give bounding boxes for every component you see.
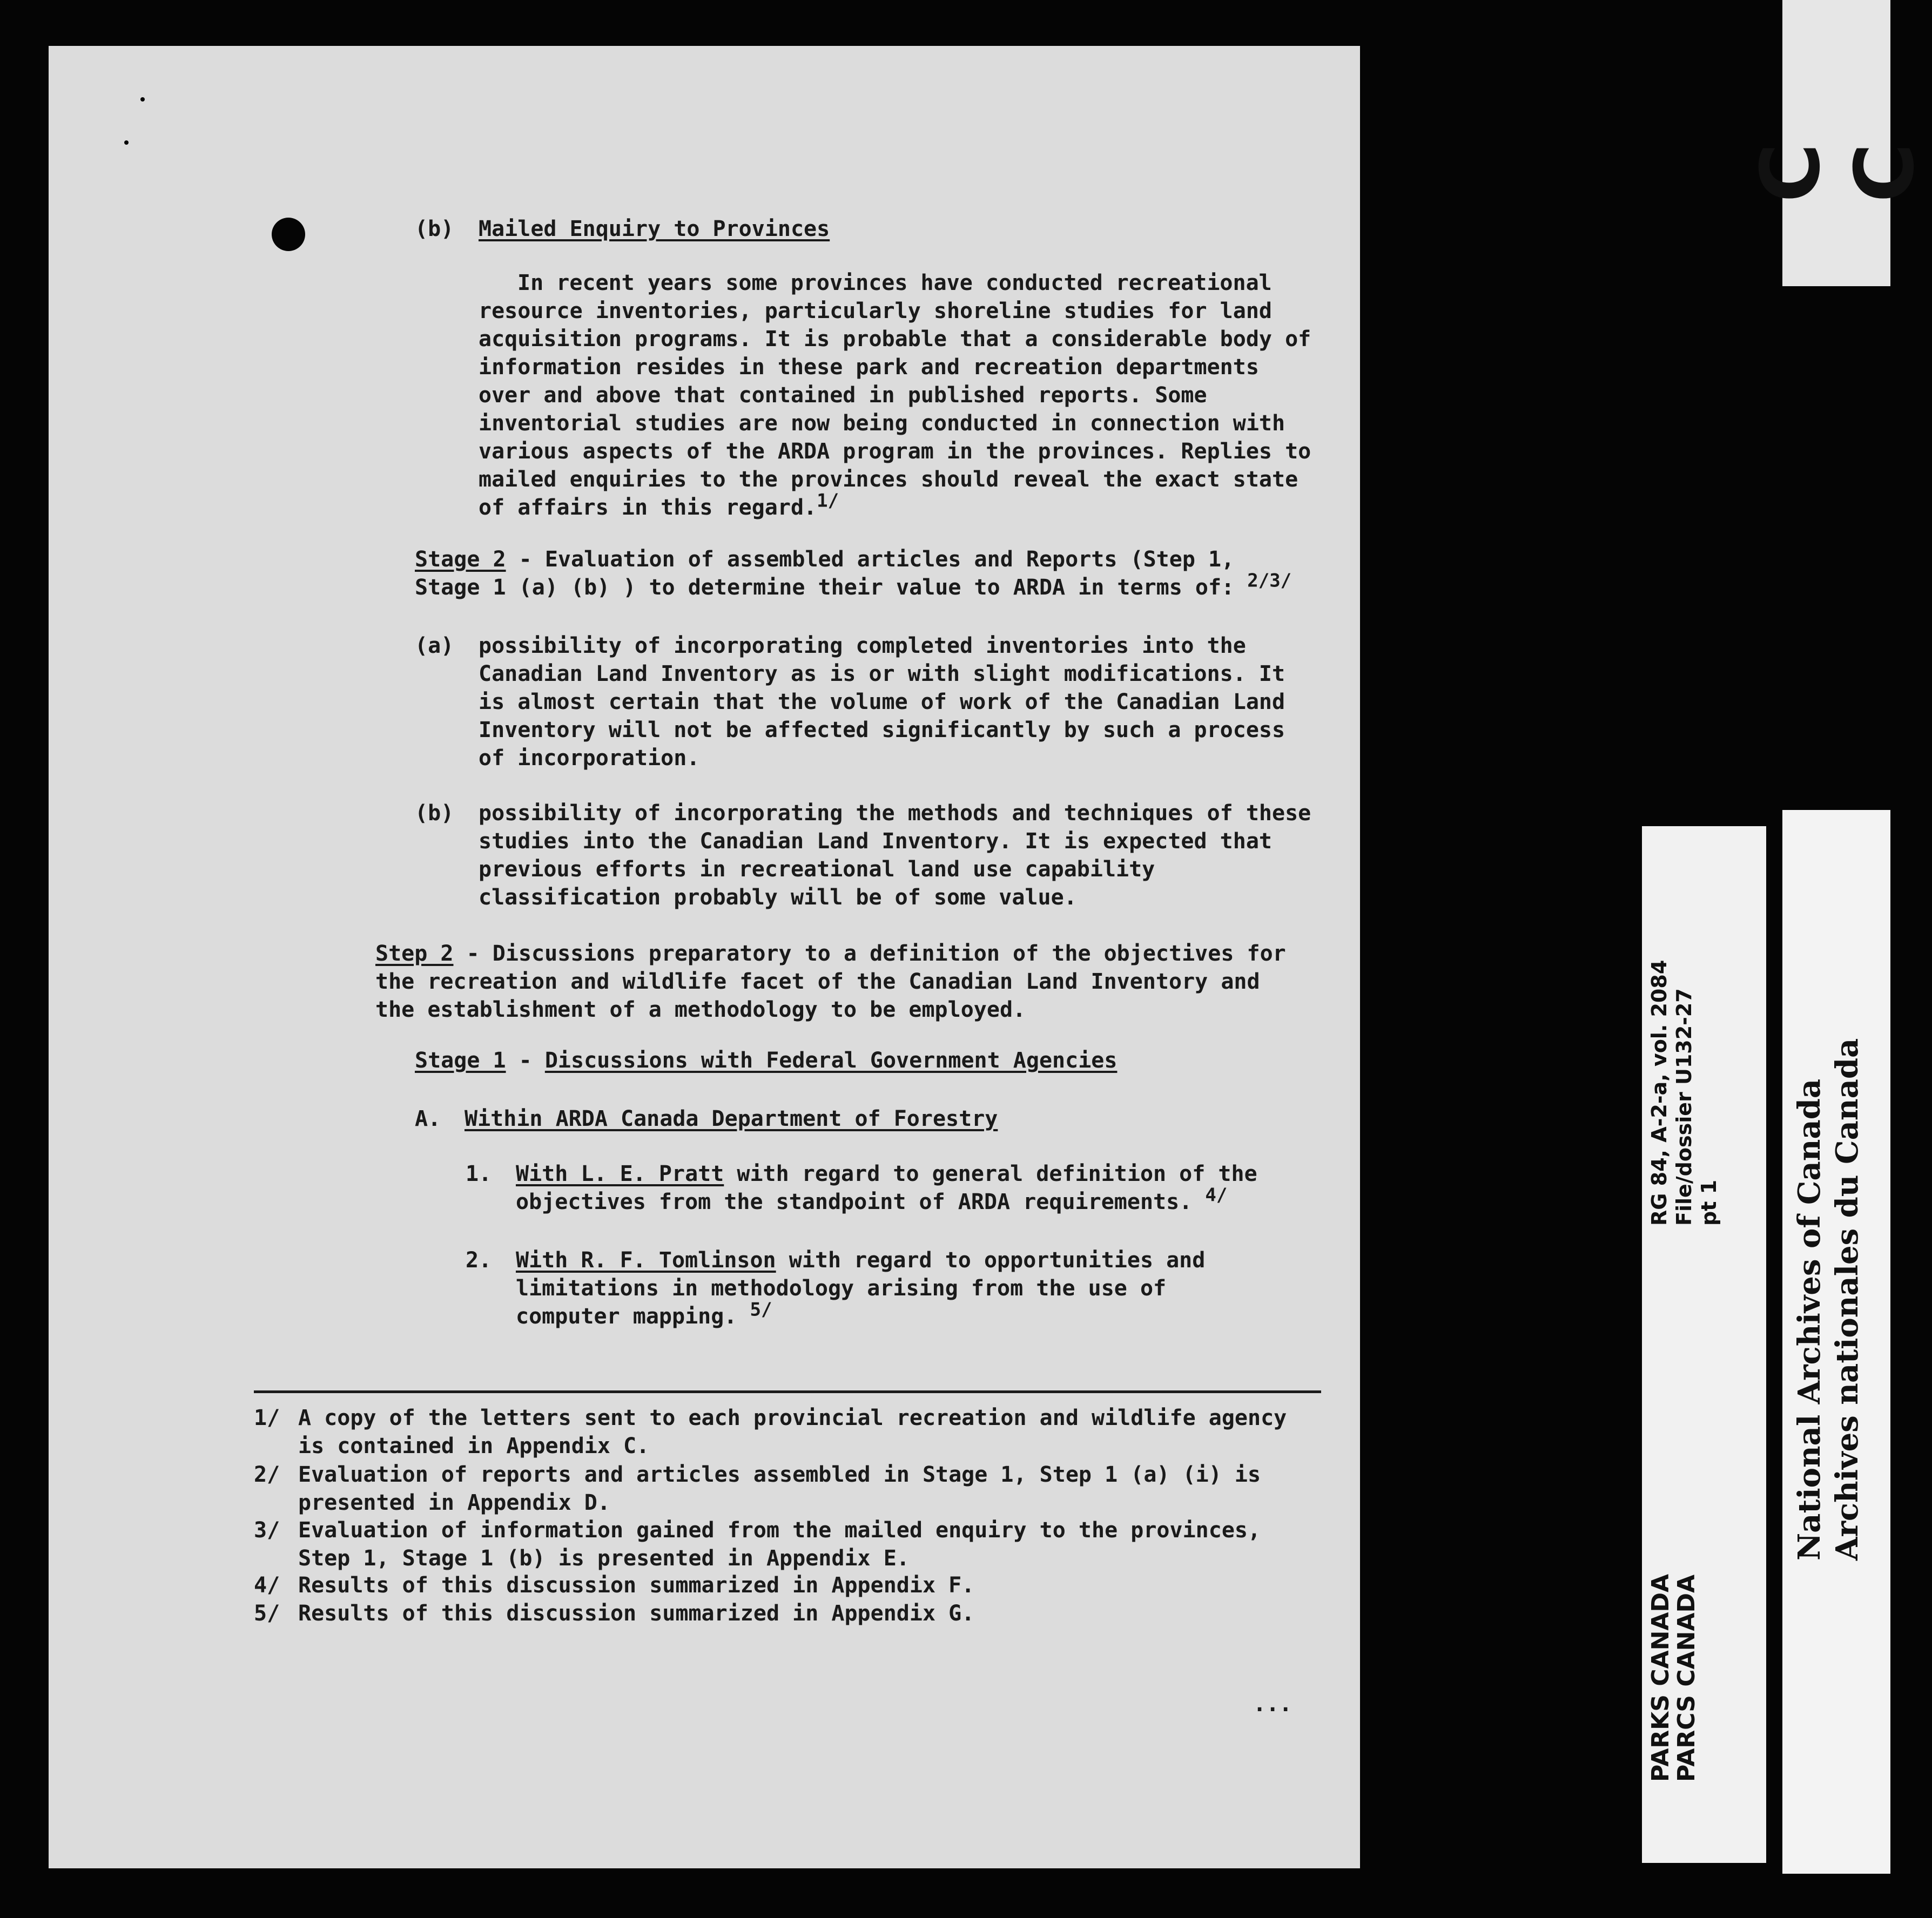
item-2-marker: 2. — [466, 1248, 492, 1273]
speck — [140, 97, 145, 102]
section-a-marker: A. — [415, 1106, 441, 1131]
footnote-ref: 1/ — [817, 490, 839, 512]
section-a-title: Within ARDA Canada Department of Forestry — [465, 1106, 998, 1131]
footnote-ref: 2/3/ — [1247, 570, 1292, 592]
footnote-ref: 4/ — [1205, 1184, 1228, 1206]
item-b-text: possibility of incorporating the methods and techniques of these studies into the Canadian Land Inventory. It is expected that previous efforts in recreational land use capability classification probably will be of some value. — [479, 801, 1311, 910]
footnote-rule — [254, 1390, 1321, 1393]
item-1-text: With L. E. Pratt with regard to general definition of the objectives from the standpoint of ARDA requirements. $^{4/}$ — [516, 1161, 1257, 1214]
step-2-heading: Step 2 - Discussions preparatory to a definition of the objectives for the recreation and wildlife facet of the Canadian Land Inventory and the establishment of a methodology to be employed. — [375, 941, 1286, 1022]
footnote-ref: 5/ — [750, 1299, 772, 1321]
item-2-text: With R. F. Tomlinson with regard to opportunities and limitations in methodology arising from the use of computer mapping. $^{5/}$ — [516, 1248, 1206, 1329]
item-b-marker: (b) — [415, 801, 454, 826]
archives-en: National Archives of Canada — [1792, 1078, 1827, 1561]
item-a-marker: (a) — [415, 633, 454, 658]
reference-line-2: File/dossier U132-27 — [1672, 988, 1696, 1226]
continuation-mark: ... — [1253, 1692, 1293, 1717]
stage-1-heading: Stage 1 - Discussions with Federal Government Agencies — [415, 1048, 1118, 1073]
reference-line-3: pt 1 — [1697, 1179, 1721, 1226]
film-code: C C — [1744, 132, 1932, 202]
item-1-marker: 1. — [466, 1161, 492, 1186]
section-b-paragraph: In recent years some provinces have conducted recreational resource inventories, particularly shoreline studies for land acquisition programs. It is probable that a considerable body of information resides in these park and recreation departments over and above that contained in published reports. Some inventorial studies are now being conducted in connection with various aspects of the ARDA program in the provinces. Replies to mailed enquiries to the provinces should reveal the exact state of affairs in this regard.$^{1/}$ — [479, 271, 1311, 520]
punch-hole — [272, 218, 305, 251]
reference-line-1: RG 84, A-2-a, vol. 2084 — [1647, 960, 1671, 1226]
archives-fr: Archives nationales du Canada — [1829, 1038, 1865, 1561]
speck — [124, 140, 129, 145]
parks-canada-en: PARKS CANADA — [1647, 1573, 1674, 1782]
section-b-title: Mailed Enquiry to Provinces — [479, 217, 830, 241]
item-a-text: possibility of incorporating completed inventories into the Canadian Land Inventory as is or with slight modifications. It is almost certain that the volume of work of the Canadian Land Inventory will not be affected significantly by such a process of incorporation. — [479, 633, 1285, 771]
parks-canada-fr: PARCS CANADA — [1673, 1574, 1700, 1782]
stage-2-heading: Stage 2 - Evaluation of assembled articles and Reports (Step 1, Stage 1 (a) (b) ) to determine their value to ARDA in terms of: $^{2/3/}$ — [415, 547, 1292, 600]
section-b-marker: (b) — [415, 217, 454, 241]
